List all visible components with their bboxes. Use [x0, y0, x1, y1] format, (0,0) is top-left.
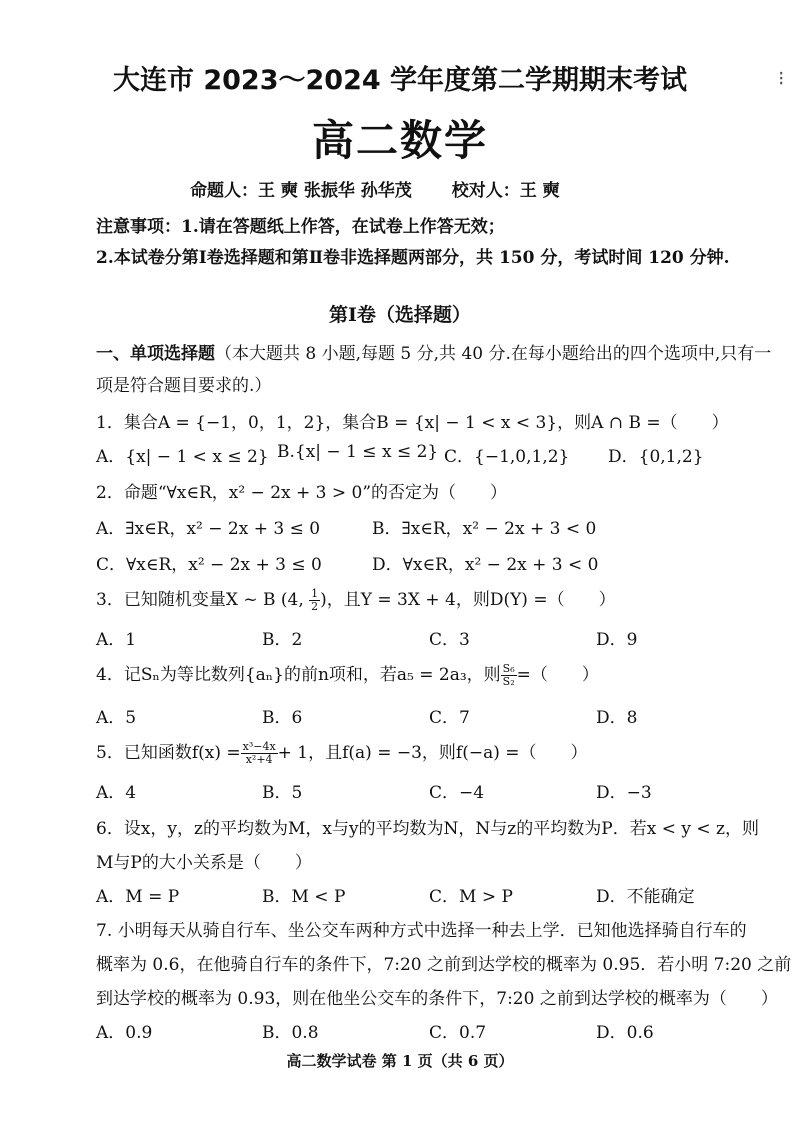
question-5-stem — [96, 738, 588, 766]
exam-title: 大连市 2023～2024 学年度第二学期期末考试 — [112, 65, 688, 96]
note-line-1: 注意事项：1.请在答题纸上作答，在试卷上作答无效； — [96, 217, 505, 237]
fraction-denominator: S₂ — [502, 675, 515, 688]
question-3-option-c: C．3 — [429, 630, 470, 650]
question-2-option-d: D．∀x∈R，x² − 2x + 3 < 0 — [372, 555, 599, 575]
fraction-numerator: S₆ — [502, 662, 515, 675]
question-1-option-c: C．{−1,0,1,2} — [444, 447, 570, 467]
question-1-option-d: D．{0,1,2} — [608, 447, 704, 467]
question-5-option-d: D．−3 — [596, 783, 652, 803]
fraction-denominator: x²+4 — [245, 753, 273, 766]
section-heading-line — [96, 339, 771, 364]
question-7-stem: 7. 小明每天从骑自行车、坐公交车两种方式中选择一种去上学．已知他选择骑自行车的 — [96, 921, 747, 941]
question-5-option-a: A．4 — [96, 783, 137, 803]
subject-title: 高二数学 — [311, 116, 488, 165]
question-6-option-b: B．M < P — [262, 887, 346, 907]
question-7-stem-line-3: 到达学校的概率为 0.93，则在他坐公交车的条件下，7:20 之前到达学校的概率为（ ） — [96, 989, 778, 1009]
fraction-numerator: 1 — [311, 587, 319, 600]
question-3-option-d: D．9 — [596, 630, 638, 650]
question-2-stem: 2．命题“∀x∈R，x² − 2x + 3 > 0”的否定为（ ） — [96, 483, 508, 503]
question-4-option-d: D．8 — [596, 708, 638, 728]
question-3-fraction — [309, 588, 320, 613]
margin-mark: ⁝ — [778, 66, 785, 90]
question-5-stem-post: + 1，且f(a) = −3，则f(−a) =（ ） — [277, 743, 588, 763]
question-6-stem: 6．设x，y，z的平均数为M，x与y的平均数为N，N与z的平均数为P．若x < y < z，则 — [96, 819, 759, 839]
section-desc-1: （本大题共 8 小题,每题 5 分,共 40 分.在每小题给出的四个选项中,只有一 — [215, 344, 772, 364]
question-4-option-c: C．7 — [429, 708, 470, 728]
question-3-option-a: A．1 — [96, 630, 137, 650]
question-4-option-b: B．6 — [262, 708, 303, 728]
question-4-stem — [96, 660, 599, 688]
question-6-option-d: D．不能确定 — [596, 887, 695, 907]
question-6-option-a: A．M = P — [96, 887, 180, 907]
authors-line — [190, 176, 560, 201]
question-3-option-b: B．2 — [262, 630, 303, 650]
question-7-stem-line-2: 概率为 0.6，在他骑自行车的条件下，7:20 之前到达学校的概率为 0.95．若小明 7:20 之前 — [96, 955, 792, 975]
question-6-stem-line-2: M与P的大小关系是（ ） — [96, 853, 312, 873]
question-6-option-c: C．M > P — [429, 887, 513, 907]
question-3-stem-pre: 3．已知随机变量X ~ B (4, — [96, 590, 304, 610]
question-3-stem — [96, 585, 616, 613]
question-1-option-a: A．{x| − 1 < x ≤ 2} — [96, 447, 269, 467]
question-5-option-c: C．−4 — [429, 783, 485, 803]
question-4-option-a: A．5 — [96, 708, 137, 728]
question-7-option-a: A．0.9 — [96, 1023, 153, 1043]
question-7-option-d: D．0.6 — [596, 1023, 654, 1043]
question-4-stem-pre: 4．记Sₙ为等比数列{aₙ}的前n项和，若a₅ = 2a₃，则 — [96, 665, 501, 685]
question-2-option-b: B．∃x∈R，x² − 2x + 3 < 0 — [372, 519, 597, 539]
question-7-option-b: B．0.8 — [262, 1023, 319, 1043]
section-desc-2: 项是符合题目要求的.） — [96, 376, 272, 396]
authors-label: 命题人：王 奭 张振华 孙华茂 — [190, 181, 412, 201]
question-2-option-a: A．∃x∈R，x² − 2x + 3 ≤ 0 — [96, 519, 321, 539]
question-7-option-c: C．0.7 — [429, 1023, 487, 1043]
question-3-stem-post: )，且Y = 3X + 4，则D(Y) =（ ） — [320, 590, 616, 610]
note-line-2: 2.本试卷分第Ⅰ卷选择题和第Ⅱ卷非选择题两部分，共 150 分，考试时间 120 分钟. — [96, 248, 730, 268]
question-5-fraction — [241, 741, 278, 766]
question-4-fraction — [501, 663, 517, 688]
question-1-stem: 1．集合A = {−1，0，1，2}，集合B = {x| − 1 < x < 3}，则A ∩ B =（ ） — [96, 413, 729, 433]
question-1-option-b: B.{x| − 1 ≤ x ≤ 2} — [277, 442, 439, 462]
question-5-option-b: B．5 — [262, 783, 303, 803]
question-5-stem-pre: 5．已知函数f(x) = — [96, 743, 241, 763]
question-4-stem-post: =（ ） — [516, 665, 599, 685]
fraction-denominator: 2 — [311, 600, 319, 613]
section-heading: 一、单项选择题 — [96, 344, 215, 364]
question-2-option-c: C．∀x∈R，x² − 2x + 3 ≤ 0 — [96, 555, 322, 575]
fraction-numerator: x³−4x — [242, 740, 276, 753]
page-footer: 高二数学试卷 第 1 页（共 6 页） — [286, 1052, 514, 1070]
checker-label: 校对人：王 奭 — [451, 181, 560, 201]
part-title: 第Ⅰ卷（选择题） — [329, 304, 471, 326]
